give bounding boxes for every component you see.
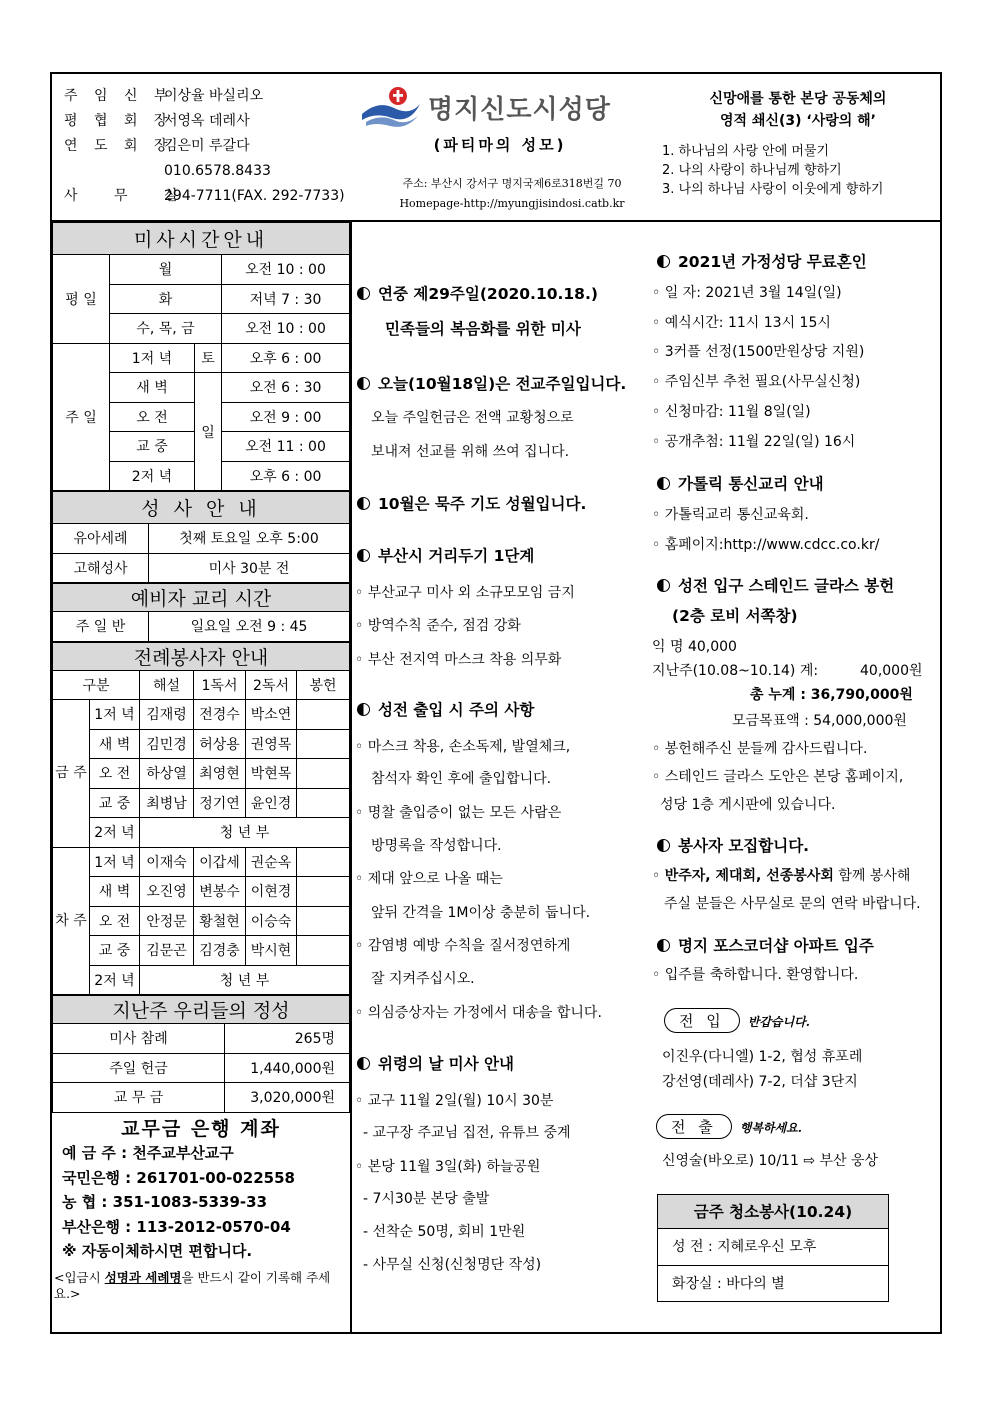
liturgy-title: 전례봉사자 안내	[53, 642, 350, 670]
column-header: 봉헌	[297, 670, 350, 700]
heading-text: 10월은 묵주 기도 성월입니다.	[378, 495, 587, 513]
table-cell	[297, 700, 350, 730]
mass-time: 오전 11 : 00	[222, 432, 350, 462]
mass-name: 교 중	[110, 432, 195, 462]
staff-phone: 010.6578.8433	[164, 163, 271, 179]
bank-line: 국민은행 : 261701-00-022558	[62, 1168, 295, 1187]
catechumen-time: 일요일 오전 9 : 45	[149, 612, 350, 642]
donation-goal: 모금목표액 : 54,000,000원	[732, 713, 907, 729]
table-cell: 김문곤	[140, 936, 194, 966]
table-cell	[297, 936, 350, 966]
table-cell: 김민경	[140, 729, 194, 759]
heading-text: 성전 입구 스테인드 글라스 봉헌	[678, 577, 895, 595]
church-name: 명지신도시성당	[428, 94, 611, 125]
table-cell: 이승숙	[246, 906, 297, 936]
body-line: 오늘 주일헌금은 전액 교황청으로	[371, 410, 574, 426]
right-column	[652, 222, 942, 1332]
heading-text: 위령의 날 미사 안내	[378, 1055, 514, 1073]
half-circle-icon	[357, 1057, 370, 1070]
table-cell: 황철현	[194, 906, 246, 936]
bank-line: 예 금 주 : 천주교부산교구	[62, 1144, 234, 1162]
volunteer-heading	[657, 834, 809, 856]
table-cell: 김재령	[140, 700, 194, 730]
catechumen-class: 주 일 반	[53, 612, 149, 642]
entry-heading	[357, 698, 534, 720]
note-text: 을 반드시 같이 기록해 주세요.>	[54, 1269, 331, 1301]
donation-line: 익 명 40,000	[652, 639, 737, 655]
table-cell: 1저 녁	[90, 700, 140, 730]
body-emphasis: 반주자, 제대회, 선종봉사회	[664, 868, 834, 884]
office-phone: 294-7711(FAX. 292-7733)	[164, 188, 345, 204]
bulletin-page	[50, 72, 942, 1334]
link-label: ◦ 홈페이지:	[652, 537, 724, 553]
donation-label: 지난주(10.08~10.14) 계:	[652, 663, 819, 679]
body-line: - 7시30분 본당 출발	[363, 1191, 490, 1207]
table-cell: 전경수	[194, 700, 246, 730]
table-cell: 권영목	[246, 729, 297, 759]
column-header: 해설	[140, 670, 194, 700]
distancing-heading	[357, 544, 534, 566]
bank-accounts	[52, 1113, 350, 1268]
pastoral-theme	[662, 88, 934, 199]
body-text: ◦	[652, 868, 665, 884]
table-cell: 윤인경	[246, 788, 297, 818]
body-line: 잘 지켜주십시오.	[371, 971, 475, 987]
heading-text: 2021년 가정성당 무료혼인	[678, 253, 867, 271]
weekday-label: 평 일	[53, 255, 110, 344]
mass-day: 화	[110, 284, 222, 314]
staff-label	[64, 159, 164, 184]
church-patron: (파티마의 성모)	[433, 136, 567, 154]
body-line: 방명록을 작성합니다.	[371, 838, 502, 854]
farewell-script: 행복하세요.	[739, 1121, 802, 1135]
mission-heading	[357, 372, 626, 394]
body-line: ◦ 마스크 착용, 손소독제, 발열체크,	[355, 739, 571, 755]
address-line: 주소: 부산시 강서구 명지국제6로318번길 70	[402, 177, 622, 190]
table-cell	[297, 788, 350, 818]
half-circle-icon	[357, 549, 370, 562]
church-address	[367, 174, 657, 214]
left-column	[52, 222, 352, 1332]
half-circle-icon	[657, 579, 670, 592]
note-text: <입금시	[54, 1269, 105, 1285]
mass-time: 오전 10 : 00	[222, 314, 350, 344]
table-cell: 이갑세	[194, 847, 246, 877]
mass-title: 미사시간안내	[53, 223, 350, 255]
table-cell: 이재숙	[140, 847, 194, 877]
theme-item: 1. 하나님의 사랑 안에 머물기	[662, 144, 830, 159]
donation-total: 총 누계 : 36,790,000원	[750, 687, 913, 703]
offering-table	[52, 995, 350, 1113]
table-cell: 최병남	[140, 788, 194, 818]
offering-label: 미사 참례	[53, 1024, 225, 1054]
donation-value: 40,000원	[860, 663, 923, 679]
body-line: - 사무실 신청(신청명단 작성)	[363, 1257, 542, 1273]
table-cell: 오 전	[90, 906, 140, 936]
move-out-heading	[656, 1114, 802, 1139]
body-line: ◦ 예식시간: 11시 13시 15시	[652, 315, 831, 331]
rosary-heading	[357, 492, 586, 514]
body-line: ◦ 봉헌해주신 분들께 감사드립니다.	[652, 741, 868, 757]
heading-text: 가톨릭 통신교리 안내	[678, 475, 824, 493]
body-line: 앞뒤 간격을 1M이상 충분히 둡니다.	[371, 905, 591, 921]
body-line: ◦ 주임신부 추천 필요(사무실신청)	[652, 374, 861, 390]
mass-day: 월	[110, 255, 222, 285]
offering-title: 지난주 우리들의 정성	[53, 996, 350, 1024]
table-cell: 하상열	[140, 759, 194, 789]
body-line: ◦ 감염병 예방 수칙을 질서정연하게	[355, 938, 571, 954]
body-line: ◦ 방역수칙 준수, 점검 강화	[355, 618, 521, 634]
body-line: ◦ 신청마감: 11월 8일(일)	[652, 404, 811, 420]
table-cell	[297, 877, 350, 907]
bank-title: 교무금 은행 계좌	[121, 1117, 281, 1140]
body-line: 성당 1층 게시판에 있습니다.	[660, 797, 836, 813]
mass-time: 오전 9 : 00	[222, 402, 350, 432]
body-line	[652, 534, 879, 554]
half-circle-icon	[357, 703, 370, 716]
body-line: ◦ 일 자: 2021년 3월 14일(일)	[652, 285, 842, 301]
column-header: 1독서	[194, 670, 246, 700]
staff-value: 김은미 루갈다	[164, 138, 250, 154]
cdcc-link[interactable]: http://www.cdcc.co.kr/	[723, 537, 880, 553]
table-cell: 교 중	[90, 936, 140, 966]
staff-label: 평 협 회 장	[64, 113, 174, 129]
half-circle-icon	[357, 287, 370, 300]
mass-name: 오 전	[110, 402, 195, 432]
catechumen-table	[52, 583, 350, 642]
table-cell: 김경충	[194, 936, 246, 966]
theme-title: 신망애를 통한 본당 공동체의	[709, 91, 887, 107]
offering-label: 주일 헌금	[53, 1053, 225, 1083]
table-cell: 변봉수	[194, 877, 246, 907]
bank-line: 농 협 : 351-1083-5339-33	[62, 1193, 268, 1211]
table-cell	[297, 847, 350, 877]
body-line: ◦ 3커플 선정(1500만원상당 지원)	[652, 344, 865, 360]
staff-label: 사 무 실	[64, 188, 194, 204]
table-cell: 2저 녁	[90, 818, 140, 848]
body-line	[652, 865, 910, 885]
theme-title: 영적 쇄신(3) ‘사랑의 해’	[720, 113, 876, 129]
column-header: 구분	[53, 670, 140, 700]
sacrament-title: 성 사 안 내	[53, 492, 350, 524]
mass-weekday: 일	[195, 373, 222, 491]
move-out-badge: 전 출	[656, 1114, 732, 1139]
mass-time: 오후 6 : 00	[222, 343, 350, 373]
stained-glass-subtitle: (2층 로비 서쪽창)	[672, 607, 798, 625]
bank-line: ※ 자동이체하시면 편합니다.	[62, 1242, 253, 1260]
apartment-heading	[657, 934, 874, 956]
body-line: ◦ 부산 전지역 마스크 착용 의무화	[355, 652, 562, 668]
sunday-heading	[357, 282, 598, 304]
body-line: ◦ 제대 앞으로 나올 때는	[355, 871, 503, 887]
cleaning-box	[657, 1194, 889, 1302]
table-cell	[297, 729, 350, 759]
sacrament-name: 유아세례	[53, 524, 149, 554]
move-in-heading	[664, 1008, 810, 1033]
table-cell: 1저 녁	[90, 847, 140, 877]
cleaning-title: 금주 청소봉사(10.24)	[658, 1195, 888, 1229]
bank-line: 부산은행 : 113-2012-0570-04	[62, 1217, 291, 1236]
table-cell: 정기연	[194, 788, 246, 818]
heading-text: 성전 출입 시 주의 사항	[378, 701, 535, 719]
table-cell: 최영현	[194, 759, 246, 789]
cleaning-row: 성 전 : 지혜로우신 모후	[672, 1239, 817, 1255]
half-circle-icon	[357, 497, 370, 510]
table-cell: 허상용	[194, 729, 246, 759]
staff-value: 서영옥 데레사	[164, 113, 250, 129]
staff-value: 이상율 바실리오	[164, 88, 264, 104]
table-cell: 박현목	[246, 759, 297, 789]
table-cell: 청 년 부	[140, 818, 350, 848]
table-cell: 새 벽	[90, 877, 140, 907]
deposit-note	[52, 1268, 350, 1302]
body-line: - 교구장 주교님 집전, 유튜브 중계	[363, 1125, 571, 1141]
table-cell: 박소연	[246, 700, 297, 730]
table-cell: 교 중	[90, 788, 140, 818]
mass-schedule-table	[52, 222, 350, 491]
stained-glass-heading	[657, 574, 894, 596]
mass-time: 오전 6 : 30	[222, 373, 350, 403]
body-line: ◦ 공개추첨: 11월 22일(일) 16시	[652, 434, 856, 450]
table-cell: 오진영	[140, 877, 194, 907]
body-line: ◦ 명찰 출입증이 없는 모든 사람은	[355, 805, 562, 821]
church-emblem-icon	[360, 86, 422, 128]
move-out-item: 신영술(바오로) 10/11 ⇨ 부산 웅상	[662, 1153, 879, 1169]
table-cell: 안정문	[140, 906, 194, 936]
note-emphasis: 성명과 세례명	[104, 1269, 182, 1285]
body-line: ◦ 의심증상자는 가정에서 대송을 합니다.	[355, 1005, 602, 1021]
half-circle-icon	[657, 255, 670, 268]
half-circle-icon	[357, 377, 370, 390]
header	[52, 74, 940, 222]
half-circle-icon	[657, 939, 670, 952]
table-cell	[297, 759, 350, 789]
theme-item: 3. 나의 하나님 사랑이 이웃에게 향하기	[662, 182, 884, 197]
mass-name: 2저 녁	[110, 461, 195, 491]
table-cell: 청 년 부	[140, 965, 350, 995]
sunday-subtitle: 민족들의 복음화를 위한 미사	[385, 320, 581, 338]
table-cell: 박시현	[246, 936, 297, 966]
mass-time: 저녁 7 : 30	[222, 284, 350, 314]
table-cell: 2저 녁	[90, 965, 140, 995]
column-header: 2독서	[246, 670, 297, 700]
offering-value: 1,440,000원	[225, 1053, 350, 1083]
offering-label: 교 무 금	[53, 1083, 225, 1113]
sacrament-table	[52, 491, 350, 583]
mass-name: 1저 녁	[110, 343, 195, 373]
heading-text: 연중 제29주일(2020.10.18.)	[378, 285, 598, 303]
heading-text: 봉사자 모집합니다.	[678, 837, 810, 855]
mass-day: 수, 목, 금	[110, 314, 222, 344]
heading-text: 부산시 거리두기 1단계	[378, 547, 535, 565]
table-cell: 새 벽	[90, 729, 140, 759]
wedding-heading	[657, 250, 867, 272]
move-in-item: 이진우(다니엘) 1-2, 협성 휴포레	[662, 1049, 863, 1065]
body-line: - 선착순 50명, 회비 1만원	[363, 1224, 526, 1240]
catechumen-title: 예비자 교리 시간	[53, 584, 350, 612]
table-cell: 오 전	[90, 759, 140, 789]
mass-weekday: 토	[195, 343, 222, 373]
body-line: ◦ 본당 11월 3일(화) 하늘공원	[355, 1159, 541, 1175]
body-line: ◦ 스테인드 글라스 도안은 본당 홈페이지,	[652, 769, 904, 785]
homepage-link[interactable]: Homepage-http://myungjisindosi.catb.kr	[399, 197, 625, 210]
half-circle-icon	[657, 477, 670, 490]
move-in-badge: 전 입	[664, 1008, 740, 1033]
body-line: ◦ 교구 11월 2일(월) 10시 30분	[355, 1093, 554, 1109]
body-text: 함께 봉사해	[833, 868, 911, 884]
offering-value: 265명	[225, 1024, 350, 1054]
mass-name: 새 벽	[110, 373, 195, 403]
sacrament-name: 고해성사	[53, 553, 149, 583]
half-circle-icon	[657, 839, 670, 852]
move-in-item: 강선영(데레사) 7-2, 더샵 3단지	[662, 1074, 858, 1090]
mass-time: 오후 6 : 00	[222, 461, 350, 491]
this-week-label: 금 주	[53, 700, 90, 848]
all-souls-heading	[357, 1052, 514, 1074]
heading-text: 명지 포스코더샵 아파트 입주	[678, 937, 874, 955]
staff-list	[64, 84, 345, 209]
table-cell: 권순옥	[246, 847, 297, 877]
table-cell: 이현경	[246, 877, 297, 907]
cleaning-row: 화장실 : 바다의 별	[658, 1265, 888, 1301]
staff-label: 연 도 회 장	[64, 138, 174, 154]
theme-item: 2. 나의 사랑이 하나님께 향하기	[662, 163, 842, 178]
body-line: ◦ 입주를 축하합니다. 환영합니다.	[652, 967, 859, 983]
body-line: 보내져 선교를 위해 쓰여 집니다.	[371, 444, 570, 460]
middle-column	[355, 222, 647, 1332]
heading-text: 오늘(10월18일)은 전교주일입니다.	[378, 375, 627, 393]
body-line: 참석자 확인 후에 출입합니다.	[371, 771, 552, 787]
body-line: 주실 분들은 사무실로 문의 연락 바랍니다.	[664, 896, 921, 912]
body-line: ◦ 가톨릭교리 통신교육회.	[652, 507, 809, 523]
mass-time: 오전 10 : 00	[222, 255, 350, 285]
liturgy-table	[52, 642, 350, 996]
offering-value: 3,020,000원	[225, 1083, 350, 1113]
table-cell	[297, 906, 350, 936]
sunday-label: 주 일	[53, 343, 110, 491]
next-week-label: 차 주	[53, 847, 90, 995]
staff-label: 주 임 신 부	[64, 88, 174, 104]
body-line: ◦ 부산교구 미사 외 소규모모임 금지	[355, 585, 575, 601]
sacrament-time: 첫째 토요일 오후 5:00	[149, 524, 350, 554]
church-logo	[360, 86, 640, 155]
welcome-script: 반갑습니다.	[747, 1015, 810, 1029]
sacrament-time: 미사 30분 전	[149, 553, 350, 583]
correspondence-heading	[657, 472, 824, 494]
